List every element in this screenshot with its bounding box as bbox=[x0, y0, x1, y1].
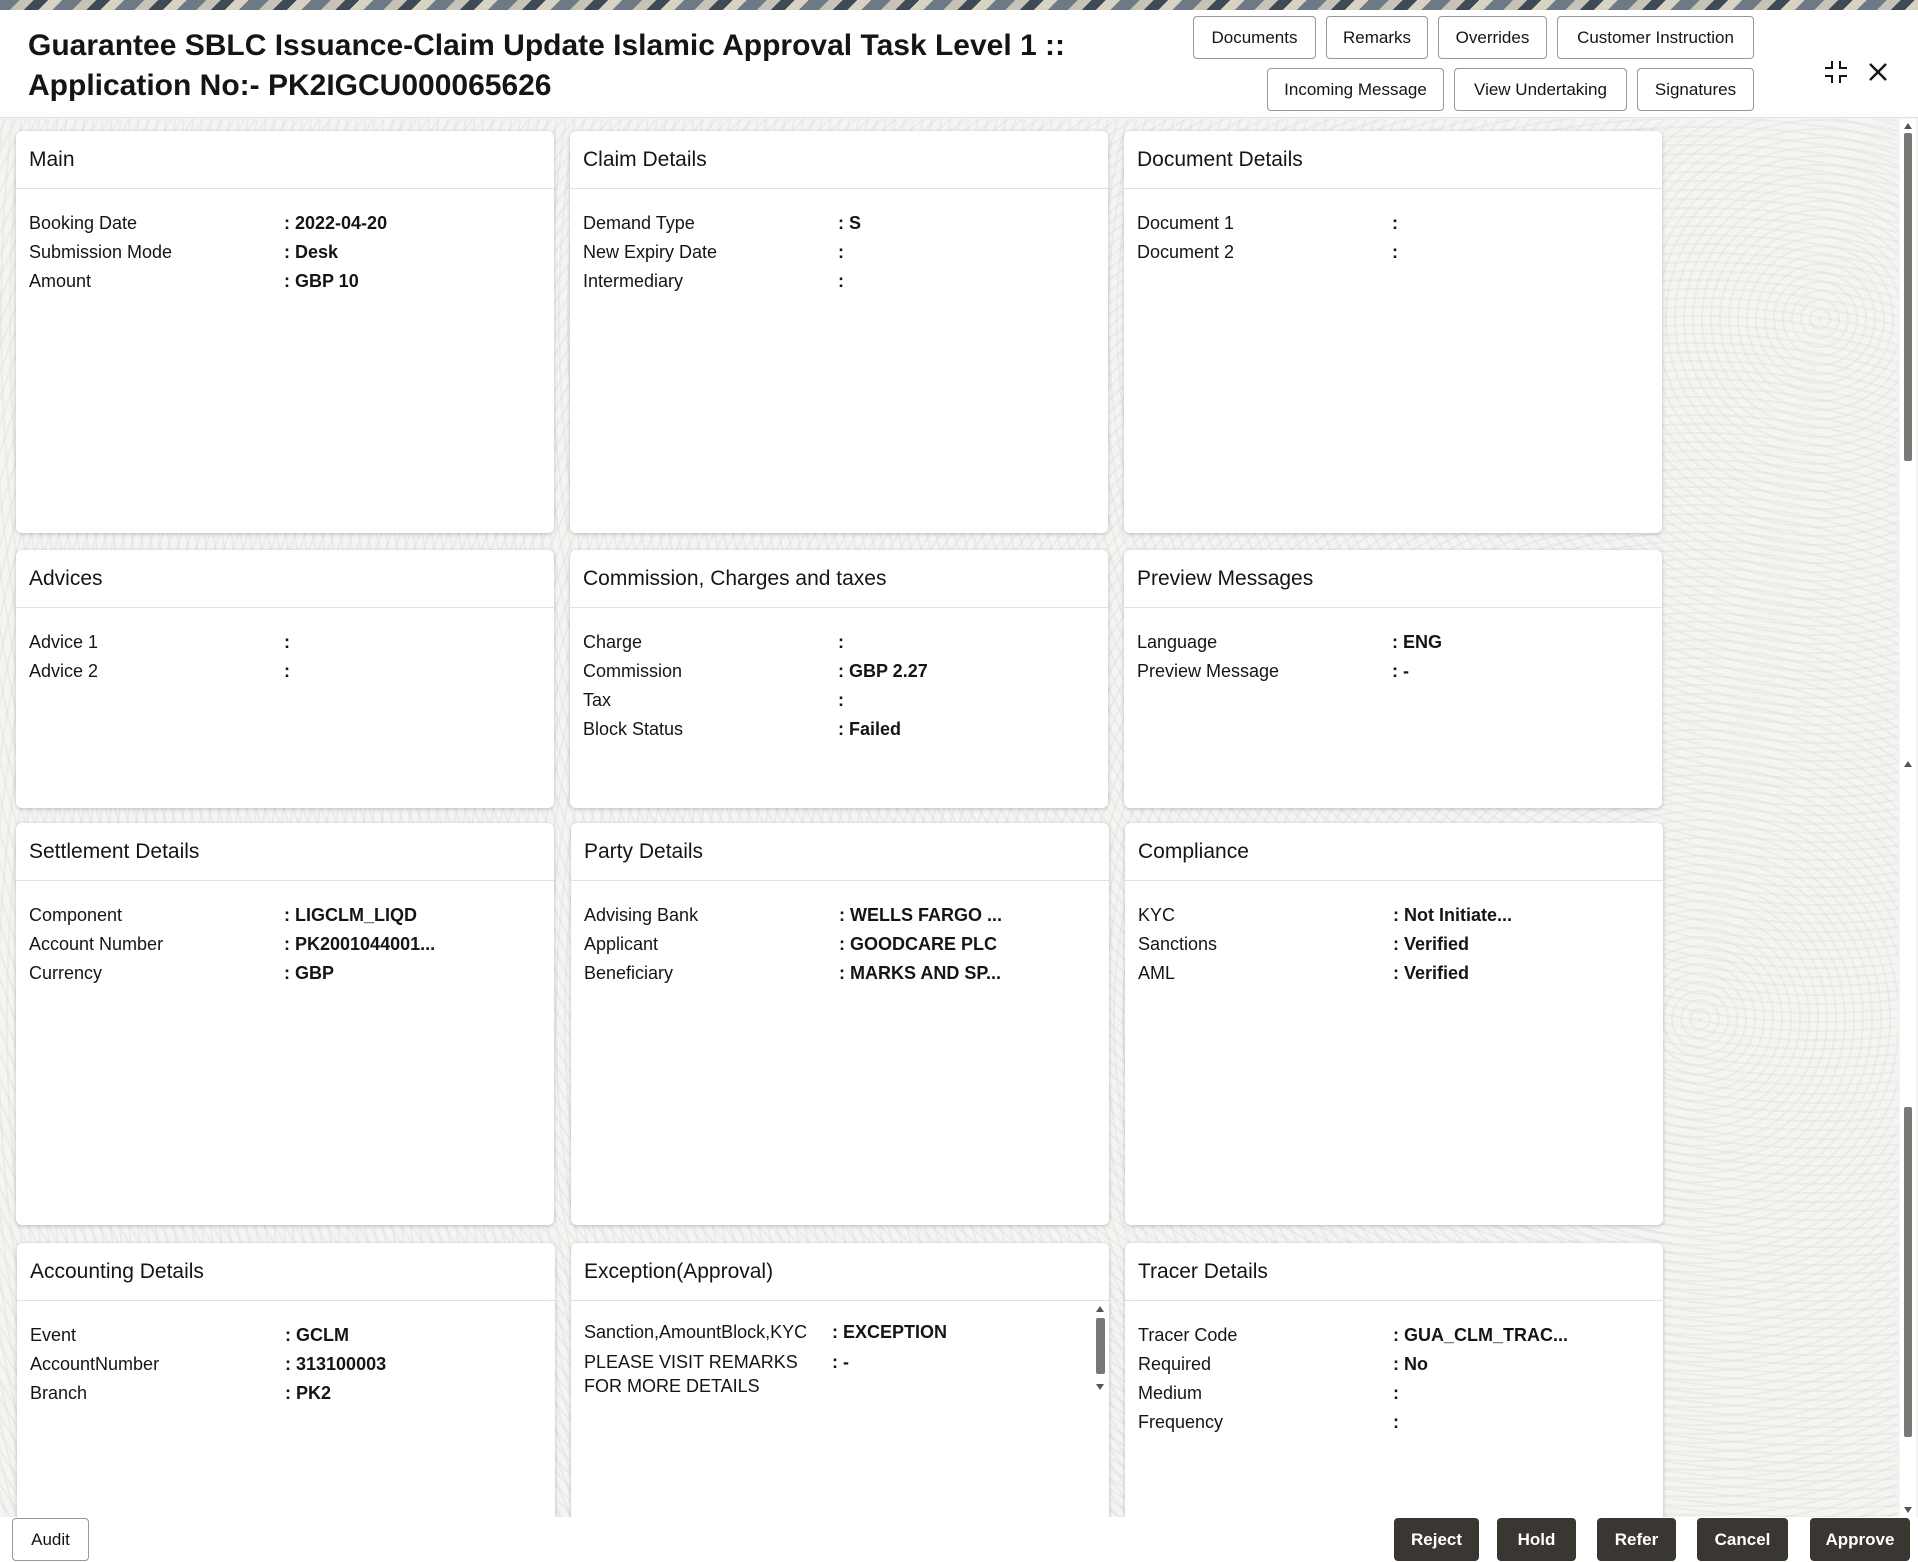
scroll-thumb[interactable] bbox=[1904, 1107, 1912, 1437]
field-label: Booking Date bbox=[29, 213, 138, 233]
card-claim-details bbox=[570, 131, 1108, 533]
field-value bbox=[838, 238, 844, 267]
card-title: Preview Messages bbox=[1124, 550, 1662, 608]
field-label: Frequency bbox=[1138, 1412, 1224, 1432]
field-label: Amount bbox=[29, 271, 92, 291]
page-title-line1: Guarantee SBLC Issuance-Claim Update Islamic Approval Task Level 1 :: bbox=[28, 29, 1066, 62]
top-decorative-strip bbox=[0, 0, 1918, 10]
field-label: Demand Type bbox=[583, 213, 695, 233]
content-area bbox=[0, 119, 1898, 1517]
field-label: Tax bbox=[583, 690, 612, 710]
field-row bbox=[1138, 930, 1650, 959]
field-row bbox=[29, 628, 541, 657]
field-row bbox=[583, 715, 1095, 744]
card-title: Tracer Details bbox=[1125, 1243, 1663, 1301]
card-title: Document Details bbox=[1124, 131, 1662, 189]
page-scrollbar[interactable] bbox=[1900, 119, 1916, 1517]
close-icon[interactable] bbox=[1864, 58, 1892, 86]
field-row bbox=[29, 930, 541, 959]
field-label: KYC bbox=[1138, 905, 1176, 925]
card-main bbox=[16, 131, 554, 533]
field-label: Block Status bbox=[583, 719, 684, 739]
field-row bbox=[1138, 1408, 1650, 1437]
page-title bbox=[28, 26, 1148, 106]
field-label: Sanctions bbox=[1138, 934, 1218, 954]
card-title: Compliance bbox=[1125, 823, 1663, 881]
field-value: : GBP bbox=[284, 959, 334, 988]
field-row bbox=[30, 1350, 542, 1379]
field-label: Commission bbox=[583, 661, 683, 681]
overrides-button[interactable]: Overrides bbox=[1438, 16, 1547, 59]
field-value: : GBP 10 bbox=[284, 267, 359, 296]
field-value: : Verified bbox=[1393, 959, 1469, 988]
field-label: Language bbox=[1137, 632, 1218, 652]
field-row bbox=[584, 930, 1096, 959]
field-label: Preview Message bbox=[1137, 661, 1280, 681]
customer-instruction-button[interactable]: Customer Instruction bbox=[1557, 16, 1754, 59]
field-label: New Expiry Date bbox=[583, 242, 718, 262]
field-row bbox=[1138, 1321, 1650, 1350]
field-value: : - bbox=[832, 1350, 849, 1398]
field-value: : No bbox=[1393, 1350, 1428, 1379]
field-value: : EXCEPTION bbox=[832, 1320, 947, 1344]
application-number: Application No:- PK2IGCU000065626 bbox=[28, 69, 552, 102]
field-value: : GUA_CLM_TRAC... bbox=[1393, 1321, 1568, 1350]
field-row bbox=[583, 267, 1095, 296]
field-value: : ENG bbox=[1392, 628, 1442, 657]
field-row bbox=[1137, 238, 1649, 267]
field-value bbox=[1392, 238, 1398, 267]
scroll-thumb[interactable] bbox=[1904, 133, 1912, 461]
field-value bbox=[838, 267, 844, 296]
field-label: Medium bbox=[1138, 1383, 1203, 1403]
card-commission-charges-taxes bbox=[570, 550, 1108, 808]
field-value bbox=[1393, 1379, 1399, 1408]
field-row bbox=[30, 1379, 542, 1408]
field-row bbox=[583, 657, 1095, 686]
field-row bbox=[583, 686, 1095, 715]
field-row bbox=[29, 238, 541, 267]
field-value: : WELLS FARGO ... bbox=[839, 901, 1002, 930]
field-label: Applicant bbox=[584, 934, 659, 954]
field-row bbox=[1137, 209, 1649, 238]
field-label: Advising Bank bbox=[584, 905, 699, 925]
card-preview-messages bbox=[1124, 550, 1662, 808]
field-row bbox=[1138, 901, 1650, 930]
card-document-details bbox=[1124, 131, 1662, 533]
card-tracer-details bbox=[1125, 1243, 1663, 1517]
card-title: Claim Details bbox=[570, 131, 1108, 189]
field-row bbox=[1138, 1379, 1650, 1408]
field-value bbox=[1393, 1408, 1399, 1437]
field-row bbox=[30, 1321, 542, 1350]
exception-scrollbar[interactable] bbox=[1093, 1306, 1107, 1392]
scroll-down-icon[interactable] bbox=[1904, 1507, 1912, 1513]
card-title: Settlement Details bbox=[16, 823, 554, 881]
card-title: Main bbox=[16, 131, 554, 189]
field-row bbox=[1137, 657, 1649, 686]
card-title: Commission, Charges and taxes bbox=[570, 550, 1108, 608]
field-row bbox=[583, 628, 1095, 657]
card-title: Exception(Approval) bbox=[571, 1243, 1109, 1301]
field-value: : S bbox=[838, 209, 861, 238]
field-value bbox=[838, 628, 844, 657]
field-label: AML bbox=[1138, 963, 1176, 983]
field-value: : PK2 bbox=[285, 1379, 331, 1408]
field-value: : Not Initiate... bbox=[1393, 901, 1512, 930]
field-label: Advice 1 bbox=[29, 632, 99, 652]
field-value bbox=[1392, 209, 1398, 238]
scroll-up-icon[interactable] bbox=[1904, 123, 1912, 129]
field-value bbox=[284, 628, 290, 657]
refer-button[interactable]: Refer bbox=[1597, 1518, 1676, 1561]
field-label: Document 1 bbox=[1137, 213, 1235, 233]
scroll-up-icon[interactable] bbox=[1904, 761, 1912, 767]
field-value: : 2022-04-20 bbox=[284, 209, 387, 238]
field-row bbox=[583, 238, 1095, 267]
field-value: : GCLM bbox=[285, 1321, 349, 1350]
field-value bbox=[838, 686, 844, 715]
field-value: : MARKS AND SP... bbox=[839, 959, 1001, 988]
field-row bbox=[584, 1350, 1096, 1398]
field-row bbox=[1138, 959, 1650, 988]
scroll-thumb[interactable] bbox=[1096, 1318, 1105, 1374]
field-label: Tracer Code bbox=[1138, 1325, 1238, 1345]
field-label: Sanction,AmountBlock,KYC bbox=[584, 1322, 808, 1342]
field-label: Event bbox=[30, 1325, 77, 1345]
field-value: : Desk bbox=[284, 238, 338, 267]
hold-button[interactable]: Hold bbox=[1497, 1518, 1576, 1561]
field-row bbox=[29, 267, 541, 296]
field-value: : Verified bbox=[1393, 930, 1469, 959]
view-undertaking-button[interactable]: View Undertaking bbox=[1454, 68, 1627, 111]
field-label: Document 2 bbox=[1137, 242, 1235, 262]
field-label: Branch bbox=[30, 1383, 88, 1403]
minimize-icon[interactable] bbox=[1822, 58, 1850, 86]
card-settlement-details bbox=[16, 823, 554, 1225]
field-value: : GBP 2.27 bbox=[838, 657, 928, 686]
field-row bbox=[584, 959, 1096, 988]
field-label: Required bbox=[1138, 1354, 1212, 1374]
field-row bbox=[29, 657, 541, 686]
field-value: : - bbox=[1392, 657, 1409, 686]
card-exception-approval bbox=[571, 1243, 1109, 1517]
field-label: Charge bbox=[583, 632, 643, 652]
field-row bbox=[1138, 1350, 1650, 1379]
field-value: : GOODCARE PLC bbox=[839, 930, 997, 959]
incoming-message-button[interactable]: Incoming Message bbox=[1267, 68, 1444, 111]
field-label: PLEASE VISIT REMARKS FOR MORE DETAILS bbox=[584, 1352, 798, 1396]
card-advices bbox=[16, 550, 554, 808]
field-row bbox=[584, 1320, 1096, 1344]
reject-button[interactable]: Reject bbox=[1394, 1518, 1479, 1561]
field-value: : Failed bbox=[838, 715, 901, 744]
field-row bbox=[1137, 628, 1649, 657]
page-header bbox=[0, 10, 1918, 118]
field-value bbox=[284, 657, 290, 686]
field-label: Currency bbox=[29, 963, 103, 983]
field-row bbox=[584, 901, 1096, 930]
signatures-button[interactable]: Signatures bbox=[1637, 68, 1754, 111]
field-row bbox=[29, 901, 541, 930]
field-value: : LIGCLM_LIQD bbox=[284, 901, 417, 930]
documents-button[interactable]: Documents bbox=[1193, 16, 1316, 59]
audit-button[interactable]: Audit bbox=[12, 1518, 89, 1561]
field-label: Submission Mode bbox=[29, 242, 173, 262]
field-row bbox=[583, 209, 1095, 238]
field-value: : 313100003 bbox=[285, 1350, 386, 1379]
cancel-button[interactable]: Cancel bbox=[1697, 1518, 1788, 1561]
approve-button[interactable]: Approve bbox=[1810, 1518, 1910, 1561]
card-title: Accounting Details bbox=[17, 1243, 555, 1301]
field-value: : PK2001044001... bbox=[284, 930, 435, 959]
scroll-up-icon[interactable] bbox=[1096, 1306, 1104, 1312]
field-label: Advice 2 bbox=[29, 661, 99, 681]
remarks-button[interactable]: Remarks bbox=[1326, 16, 1428, 59]
card-compliance bbox=[1125, 823, 1663, 1225]
field-label: Account Number bbox=[29, 934, 164, 954]
scroll-down-icon[interactable] bbox=[1096, 1384, 1104, 1390]
field-label: Component bbox=[29, 905, 123, 925]
card-party-details bbox=[571, 823, 1109, 1225]
field-row bbox=[29, 209, 541, 238]
field-label: AccountNumber bbox=[30, 1354, 160, 1374]
card-title: Party Details bbox=[571, 823, 1109, 881]
card-accounting-details bbox=[17, 1243, 555, 1517]
card-title: Advices bbox=[16, 550, 554, 608]
field-label: Beneficiary bbox=[584, 963, 674, 983]
field-label: Intermediary bbox=[583, 271, 684, 291]
field-row bbox=[29, 959, 541, 988]
